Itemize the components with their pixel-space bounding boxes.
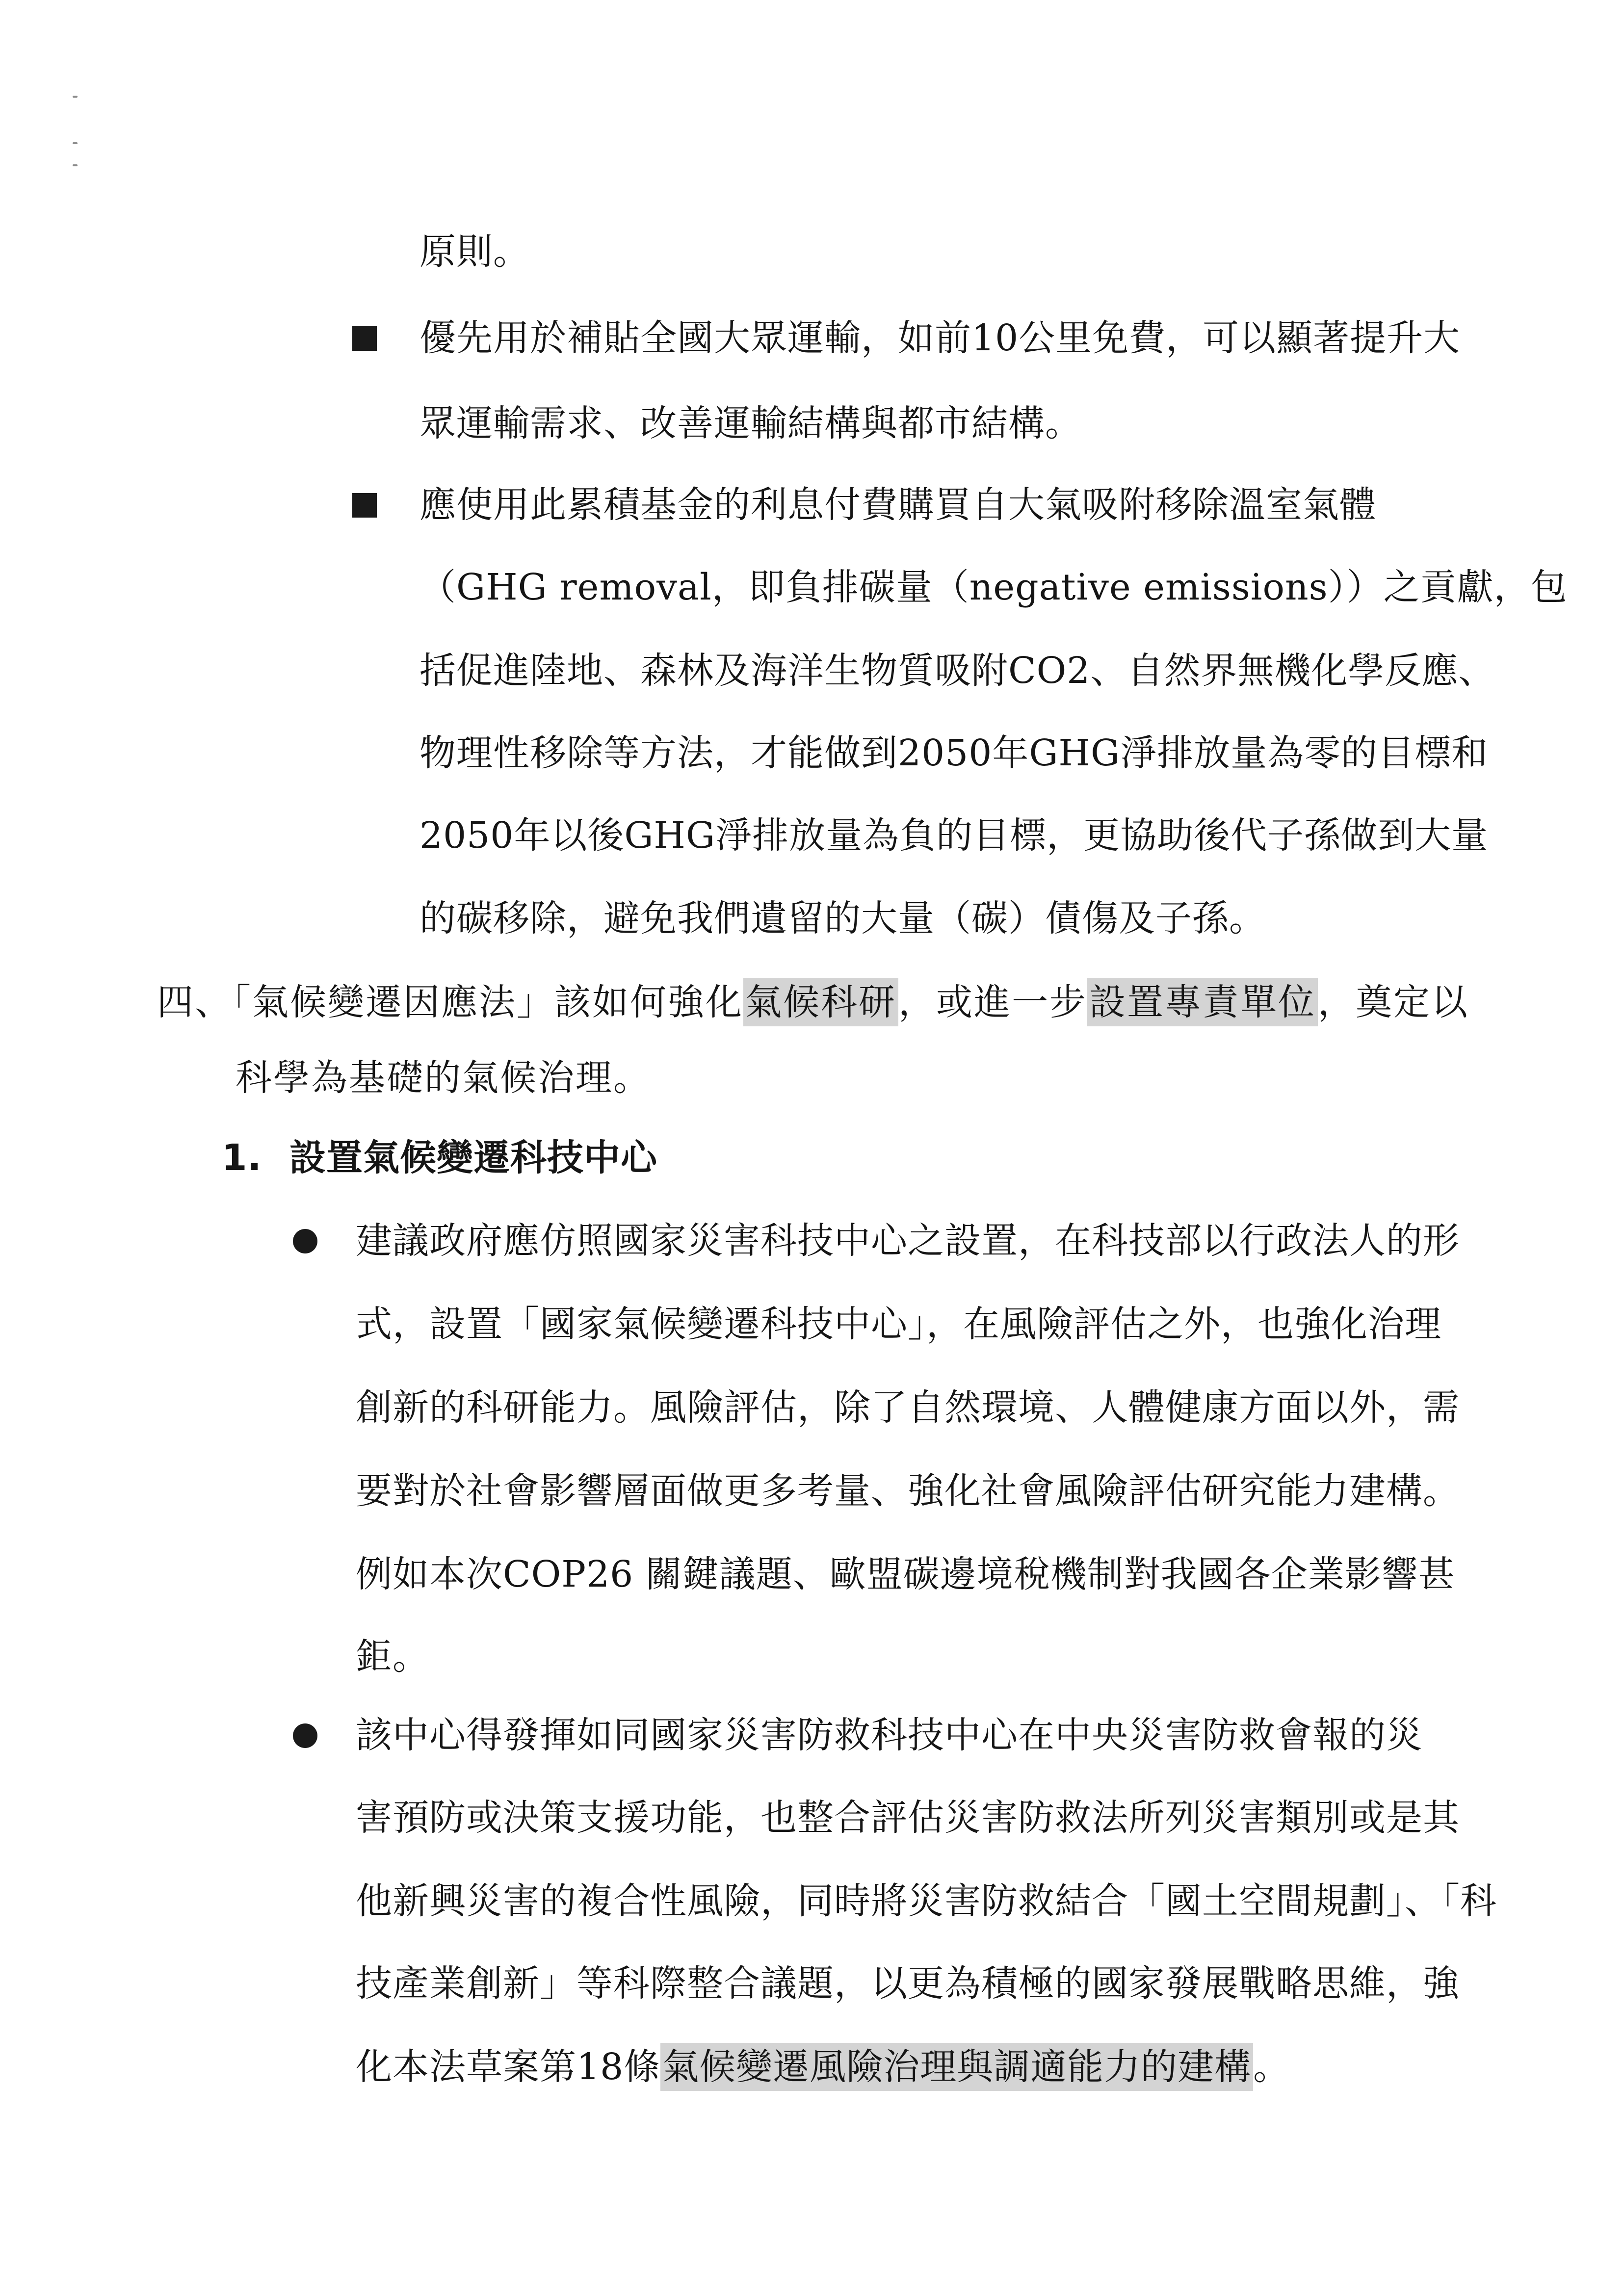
heading-text: 四、「氣候變遷因應法」該如何強化 — [157, 981, 743, 1023]
subsection-title: 設置氣候變遷科技中心 — [289, 1137, 657, 1179]
item2-line: 的碳移除，避免我們遺留的大量（碳）債傷及子孫。 — [419, 897, 1266, 939]
dot-bullet-icon — [293, 1723, 317, 1748]
bullet2-text: 化本法草案第18條 — [356, 2046, 661, 2088]
bullet2-line: 技產業創新」等科際整合議題，以更為積極的國家發展戰略思維，強 — [356, 1962, 1460, 2005]
section-heading — [157, 981, 1469, 1023]
dot-bullet-icon — [293, 1229, 317, 1253]
scan-mark — [73, 164, 78, 166]
bullet2-text: 。 — [1253, 2046, 1290, 2088]
square-bullet-icon — [352, 493, 377, 518]
highlight-climate-research: 氣候科研 — [743, 978, 898, 1026]
item1-line: 優先用於補貼全國大眾運輸，如前10公里免費，可以顯著提升大 — [419, 317, 1461, 359]
scan-mark — [73, 142, 78, 144]
bullet2-line: 該中心得發揮如同國家災害防救科技中心在中央災害防救會報的災 — [356, 1714, 1423, 1756]
item2-line: 2050年以後GHG淨排放量為負的目標，更協助後代子孫做到大量 — [419, 814, 1489, 857]
bullet2-line: 害預防或決策支援功能，也整合評估災害防救法所列災害類別或是其 — [356, 1797, 1460, 1839]
bullet1-line: 式，設置「國家氣候變遷科技中心」，在風險評估之外，也強化治理 — [356, 1303, 1441, 1345]
heading-text: ，奠定以 — [1318, 981, 1469, 1023]
item2-line: 括促進陸地、森林及海洋生物質吸附CO2、自然界無機化學反應、 — [419, 650, 1495, 692]
section-heading-line2: 科學為基礎的氣候治理。 — [236, 1057, 651, 1099]
item2-line: 物理性移除等方法，才能做到2050年GHG淨排放量為零的目標和 — [419, 732, 1489, 774]
scan-mark — [73, 96, 78, 98]
item1-line: 眾運輸需求、改善運輸結構與都市結構。 — [419, 402, 1082, 444]
heading-text: ，或進一步 — [898, 981, 1087, 1023]
bullet2-last-line — [356, 2046, 1290, 2088]
highlight-risk-governance: 氣候變遷風險治理與調適能力的建構 — [660, 2043, 1253, 2091]
bullet1-line: 鉅。 — [356, 1636, 429, 1678]
subsection-number: 1. — [222, 1137, 262, 1179]
continuation-line: 原則。 — [419, 231, 530, 273]
highlight-dedicated-unit: 設置專責單位 — [1087, 978, 1318, 1026]
bullet1-line: 創新的科研能力。風險評估，除了自然環境、人體健康方面以外，需 — [356, 1386, 1460, 1429]
bullet1-line: 要對於社會影響層面做更多考量、強化社會風險評估研究能力建構。 — [356, 1470, 1460, 1512]
item2-line: 應使用此累積基金的利息付費購買自大氣吸附移除溫室氣體 — [419, 484, 1376, 526]
bullet1-line: 例如本次COP26 關鍵議題、歐盟碳邊境稅機制對我國各企業影響甚 — [356, 1553, 1455, 1595]
bullet1-line: 建議政府應仿照國家災害科技中心之設置，在科技部以行政法人的形 — [356, 1220, 1460, 1262]
item2-line: （GHG removal，即負排碳量（negative emissions））之貢獻，包 — [419, 566, 1568, 608]
square-bullet-icon — [352, 326, 377, 351]
bullet2-line: 他新興災害的複合性風險，同時將災害防救結合「國土空間規劃」、「科 — [356, 1880, 1497, 1922]
